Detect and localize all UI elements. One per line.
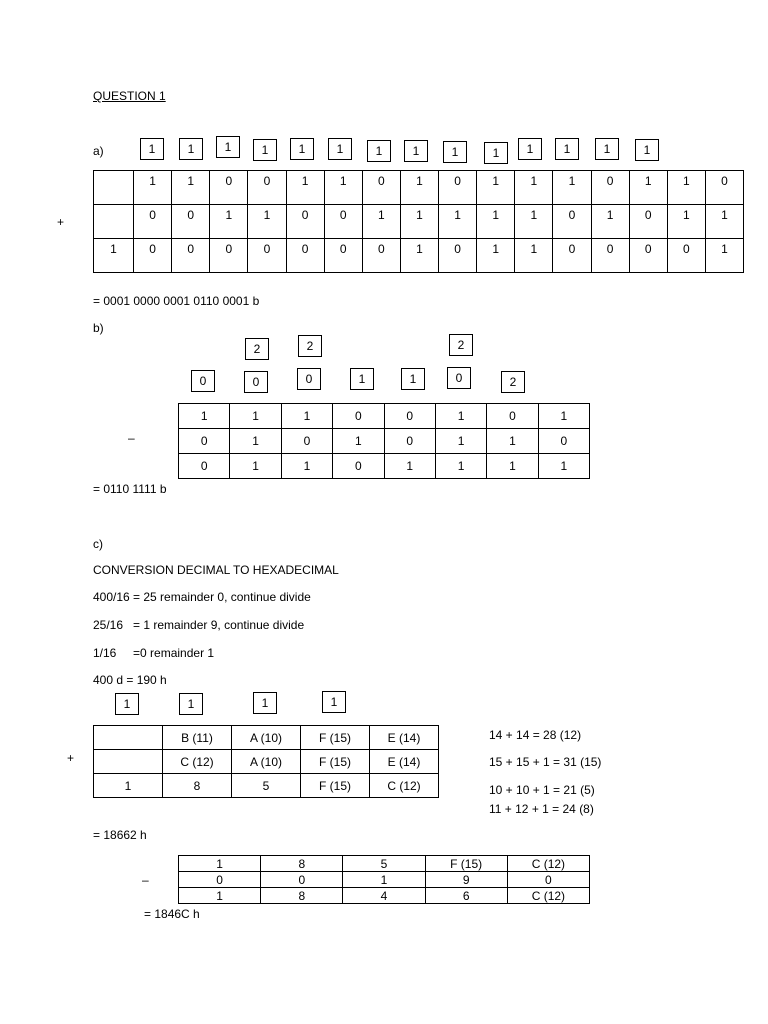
conversion-step: 25/16 = 1 remainder 9, continue divide [93,618,305,632]
part-c-label: c) [93,537,103,551]
conversion-heading: CONVERSION DECIMAL TO HEXADECIMAL [93,563,339,577]
table-cell: 1 [230,404,281,429]
table-cell: 1 [515,205,553,239]
table-cell: 1 [477,205,515,239]
table-cell: F (15) [301,774,370,798]
table-cell: 0 [210,239,248,273]
table-cell: 1 [487,454,538,479]
table-cell: 0 [362,239,400,273]
carry-box: 1 [179,138,203,160]
borrow-box: 2 [449,334,473,356]
table-cell: 1 [179,856,261,872]
table-row [179,856,590,872]
table-cell: 1 [477,239,515,273]
part-b-label: b) [93,321,104,335]
table-cell: 0 [324,205,362,239]
table-cell: 0 [384,404,435,429]
carry-box: 1 [555,138,579,160]
table-cell: 1 [94,239,134,273]
table-cell: 1 [172,171,210,205]
plus-operator: + [57,215,65,229]
borrow-box: 0 [244,371,268,393]
binary-addition-table [93,170,744,273]
table-cell: 0 [286,205,324,239]
table-row [179,404,590,429]
table-cell: 0 [384,429,435,454]
hex-addition-result: = 18662 h [93,828,147,842]
table-row [94,171,744,205]
table-cell: 4 [343,888,425,904]
calc-note: 10 + 10 + 1 = 21 (5) [489,783,595,797]
table-cell: 1 [281,454,332,479]
borrow-box: 0 [447,367,471,389]
carry-box: 1 [443,141,467,163]
table-cell: 8 [261,856,343,872]
table-row [179,888,590,904]
table-row [94,774,439,798]
table-cell: 1 [248,205,286,239]
table-cell: C (12) [370,774,439,798]
borrow-box: 0 [191,370,215,392]
table-cell: 0 [362,171,400,205]
table-cell: 0 [507,872,589,888]
table-cell: 0 [134,239,172,273]
table-cell: C (12) [507,856,589,872]
table-cell: 0 [172,239,210,273]
table-cell: 0 [179,429,230,454]
table-cell [94,205,134,239]
conversion-step: 400/16 = 25 remainder 0, continue divide [93,590,311,604]
table-cell [94,726,163,750]
table-cell: 0 [172,205,210,239]
table-cell: B (11) [163,726,232,750]
table-row [179,429,590,454]
table-cell: 0 [333,404,384,429]
table-cell: 0 [286,239,324,273]
table-cell: 1 [439,205,477,239]
table-cell: F (15) [425,856,507,872]
table-cell: 1 [281,404,332,429]
table-cell: 1 [435,429,486,454]
part-b-result: = 0110 1111 b [93,482,167,496]
table-cell: 1 [705,239,743,273]
table-cell: 1 [435,404,486,429]
carry-box: 1 [115,693,139,715]
carry-box: 1 [635,139,659,161]
borrow-box: 2 [501,371,525,393]
table-cell: 0 [261,872,343,888]
table-cell: 1 [591,205,629,239]
table-cell: 6 [425,888,507,904]
calc-note: 14 + 14 = 28 (12) [489,728,582,742]
table-cell: 0 [591,239,629,273]
table-cell: 1 [400,171,438,205]
table-cell: 0 [134,205,172,239]
table-cell: C (12) [507,888,589,904]
table-cell: 0 [553,205,591,239]
carry-box: 1 [179,693,203,715]
table-cell: E (14) [370,726,439,750]
table-cell: 1 [230,454,281,479]
table-cell: E (14) [370,750,439,774]
minus-operator: – [142,873,149,887]
table-row [179,454,590,479]
table-cell: 0 [179,872,261,888]
table-cell: 5 [343,856,425,872]
hex-subtraction-table [178,855,590,904]
table-cell: 1 [705,205,743,239]
table-cell: 0 [210,171,248,205]
table-cell: 0 [179,454,230,479]
table-cell: 0 [281,429,332,454]
table-cell: 1 [134,171,172,205]
question-title: QUESTION 1 [93,89,166,103]
binary-subtraction-table [178,403,590,479]
table-row [94,205,744,239]
carry-box: 1 [140,138,164,160]
table-cell: 1 [179,404,230,429]
plus-operator: + [67,751,75,765]
table-cell: 0 [487,404,538,429]
hex-addition-table [93,725,439,798]
borrow-box: 2 [298,335,322,357]
table-cell: 8 [163,774,232,798]
carry-box: 1 [216,136,240,158]
table-cell: 0 [248,239,286,273]
hex-subtraction-result: = 1846C h [144,907,200,921]
part-a-result: = 0001 0000 0001 0110 0001 b [93,294,260,308]
table-cell: 1 [94,774,163,798]
table-cell [94,750,163,774]
part-a-label: a) [93,144,104,158]
table-cell: 0 [667,239,705,273]
table-cell: 1 [286,171,324,205]
table-cell: 0 [553,239,591,273]
table-cell: 1 [553,171,591,205]
conversion-result: 400 d = 190 h [93,673,167,687]
table-cell: A (10) [232,750,301,774]
table-cell: 1 [179,888,261,904]
table-cell: 1 [538,404,589,429]
table-cell: 1 [629,171,667,205]
table-cell: 1 [667,171,705,205]
table-cell: 9 [425,872,507,888]
carry-box: 1 [484,142,508,164]
carry-box: 1 [404,140,428,162]
table-cell: 1 [230,429,281,454]
borrow-box: 0 [297,368,321,390]
table-cell: 0 [248,171,286,205]
carry-box: 1 [322,691,346,713]
table-cell: 1 [435,454,486,479]
table-row [94,726,439,750]
table-cell: 1 [210,205,248,239]
table-row [94,239,744,273]
table-cell: 1 [515,171,553,205]
table-cell: F (15) [301,726,370,750]
table-cell: 0 [705,171,743,205]
table-cell [94,171,134,205]
table-cell: 0 [629,239,667,273]
carry-box: 1 [367,140,391,162]
table-cell: 0 [591,171,629,205]
table-cell: 1 [324,171,362,205]
table-cell: 1 [343,872,425,888]
table-cell: 0 [439,171,477,205]
carry-box: 1 [253,139,277,161]
carry-box: 1 [328,138,352,160]
calc-note: 15 + 15 + 1 = 31 (15) [489,755,602,769]
table-cell: 1 [400,239,438,273]
table-cell: 1 [538,454,589,479]
table-cell: 1 [487,429,538,454]
carry-box: 1 [595,138,619,160]
table-cell: 1 [667,205,705,239]
table-cell: C (12) [163,750,232,774]
table-cell: 0 [538,429,589,454]
borrow-box: 1 [401,368,425,390]
carry-box: 1 [253,692,277,714]
borrow-box: 2 [245,338,269,360]
table-cell: 1 [400,205,438,239]
table-cell: A (10) [232,726,301,750]
conversion-step: 1/16 =0 remainder 1 [93,646,215,660]
table-cell: 1 [362,205,400,239]
table-row [94,750,439,774]
calc-note: 11 + 12 + 1 = 24 (8) [489,802,594,816]
table-cell: 1 [384,454,435,479]
table-cell: 1 [515,239,553,273]
carry-box: 1 [290,138,314,160]
table-cell: 0 [439,239,477,273]
table-cell: 0 [629,205,667,239]
minus-operator: – [128,431,135,445]
table-cell: 1 [333,429,384,454]
table-cell: 5 [232,774,301,798]
table-cell: 0 [333,454,384,479]
table-cell: 0 [324,239,362,273]
table-cell: F (15) [301,750,370,774]
borrow-box: 1 [350,368,374,390]
table-cell: 1 [477,171,515,205]
table-row [179,872,590,888]
table-cell: 8 [261,888,343,904]
carry-box: 1 [518,138,542,160]
